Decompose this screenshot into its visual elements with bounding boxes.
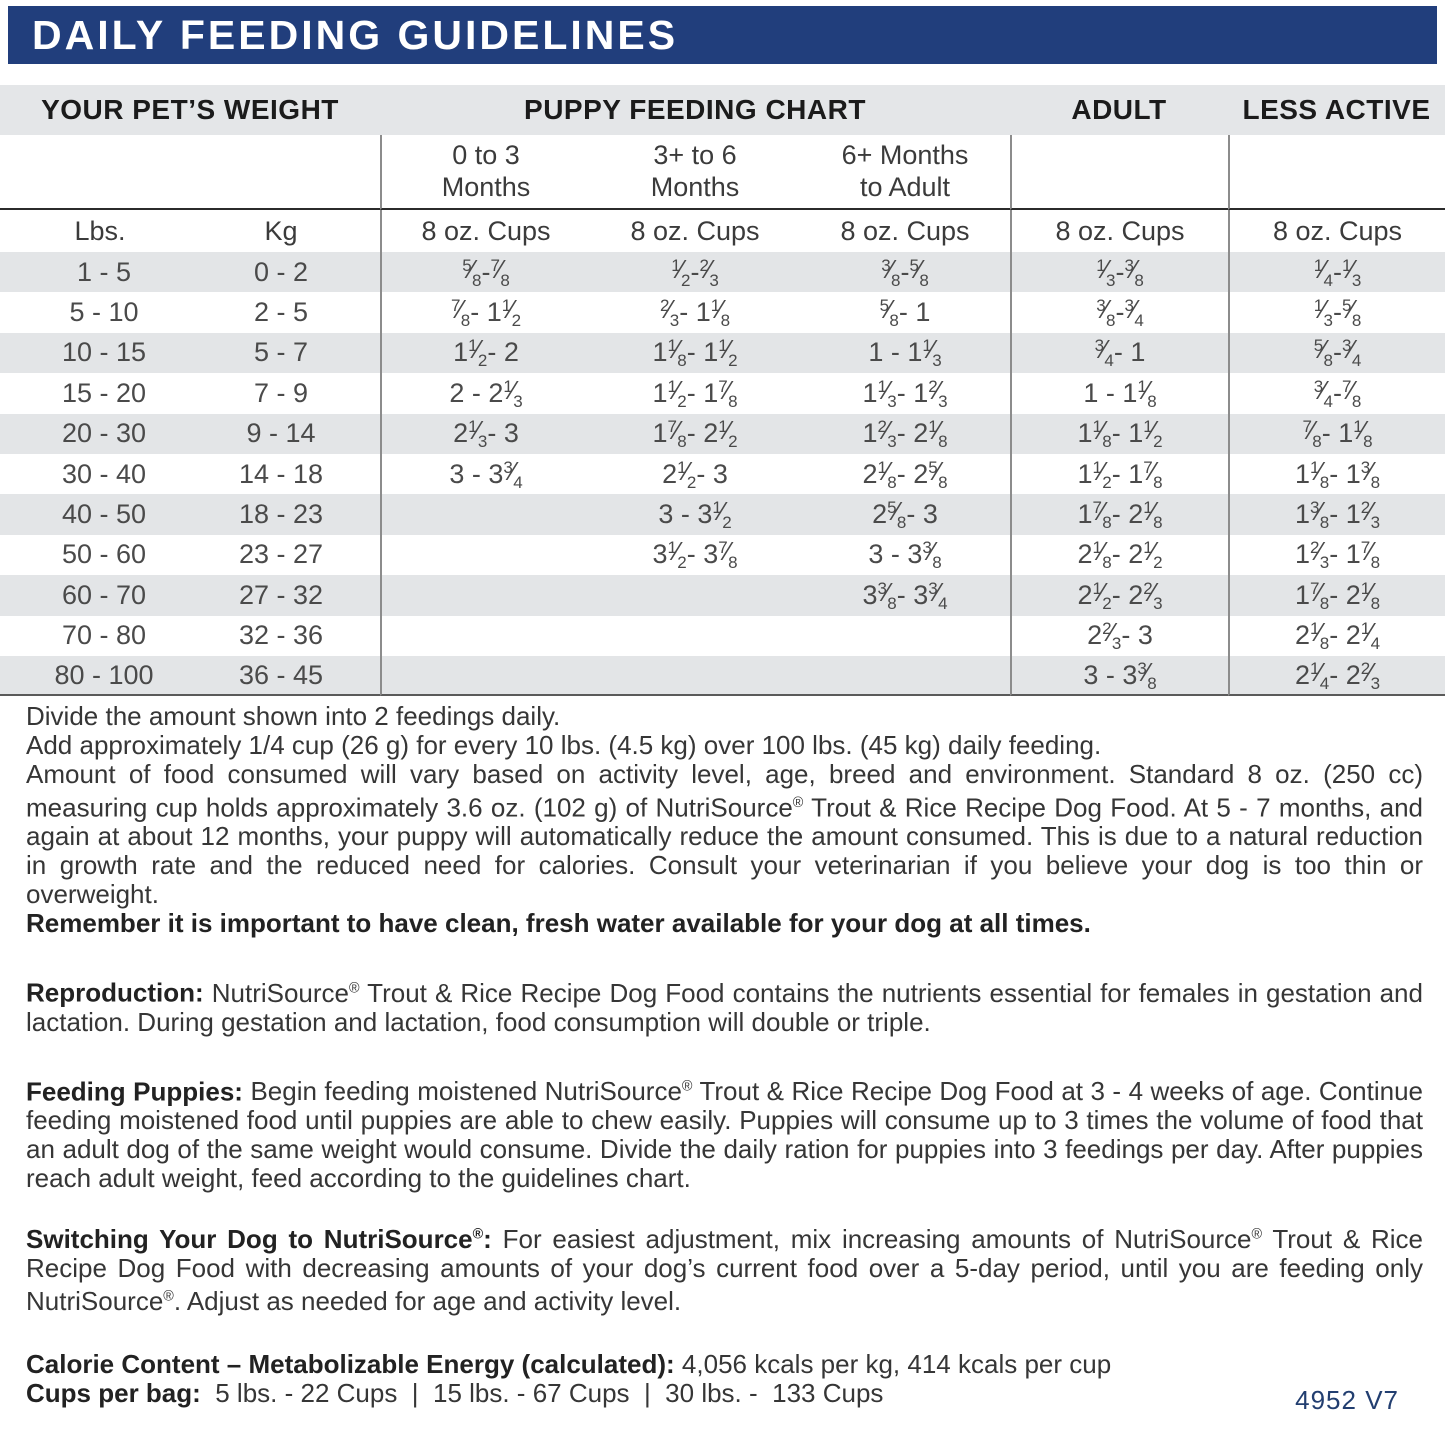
cell-adult: 1 $^7⁄_8$ - 2 $^1⁄_8$ <box>1010 494 1228 534</box>
cell-weight-kg: 5 - 7 <box>200 333 380 373</box>
cell-puppy-0-3: $^5⁄_8$ - $^7⁄_8$ <box>380 252 590 292</box>
cell-puppy-6-adult <box>800 616 1010 656</box>
cell-adult: $^3⁄_4$ - 1 <box>1010 333 1228 373</box>
group-header-less-active: LESS ACTIVE <box>1228 85 1445 135</box>
age-header-adult-spacer <box>1010 135 1228 210</box>
cell-puppy-6-adult: 1 - 1 $^1⁄_3$ <box>800 333 1010 373</box>
section-reproduction-lead: Reproduction: <box>26 977 204 1008</box>
section-switching <box>26 1221 1423 1317</box>
cell-puppy-6-adult: 3 - 3 $^3⁄_8$ <box>868 536 942 573</box>
cell-puppy-3-6: $^2⁄_3$ - 1 $^1⁄_8$ <box>659 294 731 331</box>
cell-puppy-0-3: 1 $^1⁄_2$ - 2 <box>380 333 590 373</box>
cell-less-active: 1 $^3⁄_8$ - 1 $^2⁄_3$ <box>1228 494 1445 534</box>
cell-weight-kg: 23 - 27 <box>238 539 324 570</box>
cell-less-active: 2 $^1⁄_8$ - 2 $^1⁄_4$ <box>1228 616 1445 656</box>
cups-per-bag-lead: Cups per bag: <box>26 1378 201 1409</box>
age-header-3-6-months: 3+ to 6 Months <box>590 135 800 210</box>
section-feeding-puppies-text: Begin feeding moistened NutriSource® Trout & Rice Recipe Dog Food at 3 - 4 weeks of age. Continue feeding moistened food until puppies are able to chew easily. Puppies will consume up to 3 times the volume of food that an adult dog of the same weight would consume. Divide the daily ration for puppies into 3 feedings per day. After puppies reach adult weight, feed according to the guidelines chart. <box>26 1075 1424 1193</box>
cell-puppy-3-6: 3 $^1⁄_2$ - 3 $^7⁄_8$ <box>652 536 738 573</box>
calorie-content-value: 4,056 kcals per kg, 414 kcals per cup <box>681 1349 1112 1380</box>
cell-puppy-0-3 <box>380 494 590 534</box>
page-title: DAILY FEEDING GUIDELINES <box>32 12 679 58</box>
cell-weight-kg: 2 - 5 <box>253 297 309 328</box>
group-header-weight: YOUR PET’S WEIGHT <box>0 85 380 135</box>
cell-weight-kg: 9 - 14 <box>200 414 380 454</box>
cell-adult: 2 $^2⁄_3$ - 3 <box>1010 616 1228 656</box>
cell-puppy-0-3 <box>380 616 590 656</box>
cell-puppy-3-6: 3 - 3 $^1⁄_2$ <box>590 494 800 534</box>
cell-weight-lbs: 40 - 50 <box>0 494 200 534</box>
section-switching-text: For easiest adjustment, mix increasing amounts of NutriSource® Trout & Rice Recipe Dog Food with decreasing amounts of your dog’s current food over a 5-day period, until you are feeding only NutriSource®. Adjust as needed for age and activity level. <box>26 1224 1423 1317</box>
cell-puppy-0-3 <box>380 575 590 615</box>
notes-and-sections <box>26 702 1423 1408</box>
unit-header-lbs: Lbs. <box>74 215 126 246</box>
unit-header-cups-0-3: 8 oz. Cups <box>380 210 590 252</box>
cell-puppy-6-adult <box>800 656 1010 696</box>
cell-less-active: $^5⁄_8$ - $^3⁄_4$ <box>1228 333 1445 373</box>
section-feeding-puppies-lead: Feeding Puppies: <box>26 1075 243 1106</box>
cell-adult: 2 $^1⁄_2$ - 2 $^2⁄_3$ <box>1010 575 1228 615</box>
group-header-puppy-chart: PUPPY FEEDING CHART <box>380 85 1010 135</box>
section-feeding-puppies <box>26 1073 1423 1193</box>
unit-header-cups-less-active: 8 oz. Cups <box>1228 210 1445 252</box>
cell-less-active: $^3⁄_4$ - $^7⁄_8$ <box>1228 373 1445 413</box>
age-header-6-months-to-adult: 6+ Months to Adult <box>800 135 1010 210</box>
cell-less-active: 1 $^2⁄_3$ - 1 $^7⁄_8$ <box>1228 535 1445 575</box>
title-banner <box>8 6 1437 64</box>
cell-weight-lbs: 15 - 20 <box>61 377 147 408</box>
section-switching-lead: Switching Your Dog to NutriSource®: <box>26 1224 492 1255</box>
cell-less-active: $^1⁄_4$ - $^1⁄_3$ <box>1228 252 1445 292</box>
cell-weight-lbs: 70 - 80 <box>61 620 147 651</box>
unit-header-cups-6-adult: 8 oz. Cups <box>840 215 970 246</box>
cell-puppy-6-adult: 3 $^3⁄_8$ - 3 $^3⁄_4$ <box>800 575 1010 615</box>
cell-puppy-3-6: 1 $^1⁄_8$ - 1 $^1⁄_2$ <box>590 333 800 373</box>
cups-per-bag-value: 5 lbs. - 22 Cups | 15 lbs. - 67 Cups | 30 lbs. - 133 Cups <box>200 1378 884 1409</box>
cell-puppy-6-adult: 2 $^1⁄_8$ - 2 $^5⁄_8$ <box>862 455 948 492</box>
cell-puppy-6-adult: 1 $^1⁄_3$ - 1 $^2⁄_3$ <box>862 374 948 411</box>
cell-less-active: $^7⁄_8$ - 1 $^1⁄_8$ <box>1228 414 1445 454</box>
cell-puppy-3-6: 1 $^1⁄_2$ - 1 $^7⁄_8$ <box>652 374 738 411</box>
unit-header-cups-adult: 8 oz. Cups <box>1010 210 1228 252</box>
cell-weight-kg: 32 - 36 <box>238 620 324 651</box>
unit-header-kg: Kg <box>264 215 298 246</box>
note-fresh-water-reminder: Remember it is important to have clean, fresh water available for your dog at all times. <box>26 908 1091 939</box>
cell-puppy-3-6 <box>590 616 800 656</box>
cell-puppy-3-6: 2 $^1⁄_2$ - 3 <box>662 455 728 492</box>
cell-puppy-3-6 <box>590 656 800 696</box>
cell-puppy-3-6: 1 $^7⁄_8$ - 2 $^1⁄_2$ <box>590 414 800 454</box>
cell-puppy-3-6 <box>590 575 800 615</box>
unit-header-cups-3-6: 8 oz. Cups <box>630 215 760 246</box>
cell-puppy-0-3: 2 - 2 $^1⁄_3$ <box>380 373 590 413</box>
cell-weight-lbs: 50 - 60 <box>61 539 147 570</box>
note-split-feedings: Divide the amount shown into 2 feedings daily. <box>26 701 561 731</box>
cell-adult: 1 $^1⁄_2$ - 1 $^7⁄_8$ <box>1010 454 1228 494</box>
cell-weight-kg: 0 - 2 <box>200 252 380 292</box>
section-reproduction <box>26 974 1423 1036</box>
age-header-0-3-months: 0 to 3 Months <box>380 135 590 210</box>
cell-weight-lbs: 60 - 70 <box>0 575 200 615</box>
note-consumption-paragraph: Amount of food consumed will vary based on activity level, age, breed and environment. Standard 8 oz. (250 cc) measuring cup holds approximately 3.6 oz. (102 g) of NutriSource® Trout & Rice Recipe Dog Food. At 5 - 7 months, and again at about 12 months, your puppy will automatically reduce the amount consumed. This is due to a natural reduction in growth rate and the reduced need for calories. Consult your veterinarian if you believe your dog is too thin or overweight. <box>26 759 1423 910</box>
cups-per-bag-line <box>26 1379 1423 1408</box>
cell-puppy-0-3: 2 $^1⁄_3$ - 3 <box>380 414 590 454</box>
cell-less-active: $^1⁄_3$ - $^5⁄_8$ <box>1228 292 1445 332</box>
calorie-content-lead: Calorie Content – Metabolizable Energy (calculated): <box>26 1349 675 1380</box>
product-code: 4952 V7 <box>1295 1385 1399 1415</box>
cell-weight-lbs: 5 - 10 <box>69 297 139 328</box>
cell-weight-kg: 27 - 32 <box>200 575 380 615</box>
cell-puppy-6-adult: 2 $^5⁄_8$ - 3 <box>800 494 1010 534</box>
cell-adult: 2 $^1⁄_8$ - 2 $^1⁄_2$ <box>1010 535 1228 575</box>
cell-less-active: 1 $^7⁄_8$ - 2 $^1⁄_8$ <box>1228 575 1445 615</box>
cell-weight-lbs: 80 - 100 <box>0 656 200 696</box>
age-header-spacer <box>0 135 380 210</box>
cell-puppy-6-adult: $^3⁄_8$ - $^5⁄_8$ <box>800 252 1010 292</box>
cell-adult: 1 $^1⁄_8$ - 1 $^1⁄_2$ <box>1010 414 1228 454</box>
cell-weight-kg: 36 - 45 <box>200 656 380 696</box>
cell-puppy-0-3 <box>380 656 590 696</box>
cell-weight-kg: 7 - 9 <box>253 377 309 408</box>
cell-less-active: 1 $^1⁄_8$ - 1 $^3⁄_8$ <box>1228 454 1445 494</box>
age-header-less-active-spacer <box>1228 135 1445 210</box>
group-header-adult: ADULT <box>1010 85 1228 135</box>
cell-weight-lbs: 10 - 15 <box>0 333 200 373</box>
cell-puppy-0-3: 3 - 3 $^3⁄_4$ <box>380 454 590 494</box>
cell-weight-kg: 14 - 18 <box>238 458 324 489</box>
cell-weight-lbs: 1 - 5 <box>0 252 200 292</box>
cell-adult: $^3⁄_8$ - $^3⁄_4$ <box>1010 292 1228 332</box>
cell-puppy-6-adult: $^5⁄_8$ - 1 <box>879 294 931 331</box>
cell-weight-lbs: 30 - 40 <box>61 458 147 489</box>
cell-puppy-3-6: $^1⁄_2$ - $^2⁄_3$ <box>590 252 800 292</box>
cell-weight-kg: 18 - 23 <box>200 494 380 534</box>
cell-adult: $^1⁄_3$ - $^3⁄_8$ <box>1010 252 1228 292</box>
cell-puppy-0-3: $^7⁄_8$ - 1 $^1⁄_2$ <box>380 292 590 332</box>
cell-weight-lbs: 20 - 30 <box>0 414 200 454</box>
cell-adult: 1 - 1 $^1⁄_8$ <box>1010 373 1228 413</box>
cell-puppy-6-adult: 1 $^2⁄_3$ - 2 $^1⁄_8$ <box>800 414 1010 454</box>
cell-puppy-0-3 <box>380 535 590 575</box>
section-reproduction-text: NutriSource® Trout & Rice Recipe Dog Food contains the nutrients essential for females in gestation and lactation. During gestation and lactation, food consumption will double or triple. <box>26 977 1423 1037</box>
calorie-content-line <box>26 1350 1423 1379</box>
cell-adult: 3 - 3 $^3⁄_8$ <box>1010 656 1228 696</box>
note-add-quarter-cup: Add approximately 1/4 cup (26 g) for every 10 lbs. (4.5 kg) over 100 lbs. (45 kg) daily feeding. <box>26 730 1102 760</box>
feeding-table <box>0 85 1445 696</box>
cell-less-active: 2 $^1⁄_4$ - 2 $^2⁄_3$ <box>1228 656 1445 696</box>
